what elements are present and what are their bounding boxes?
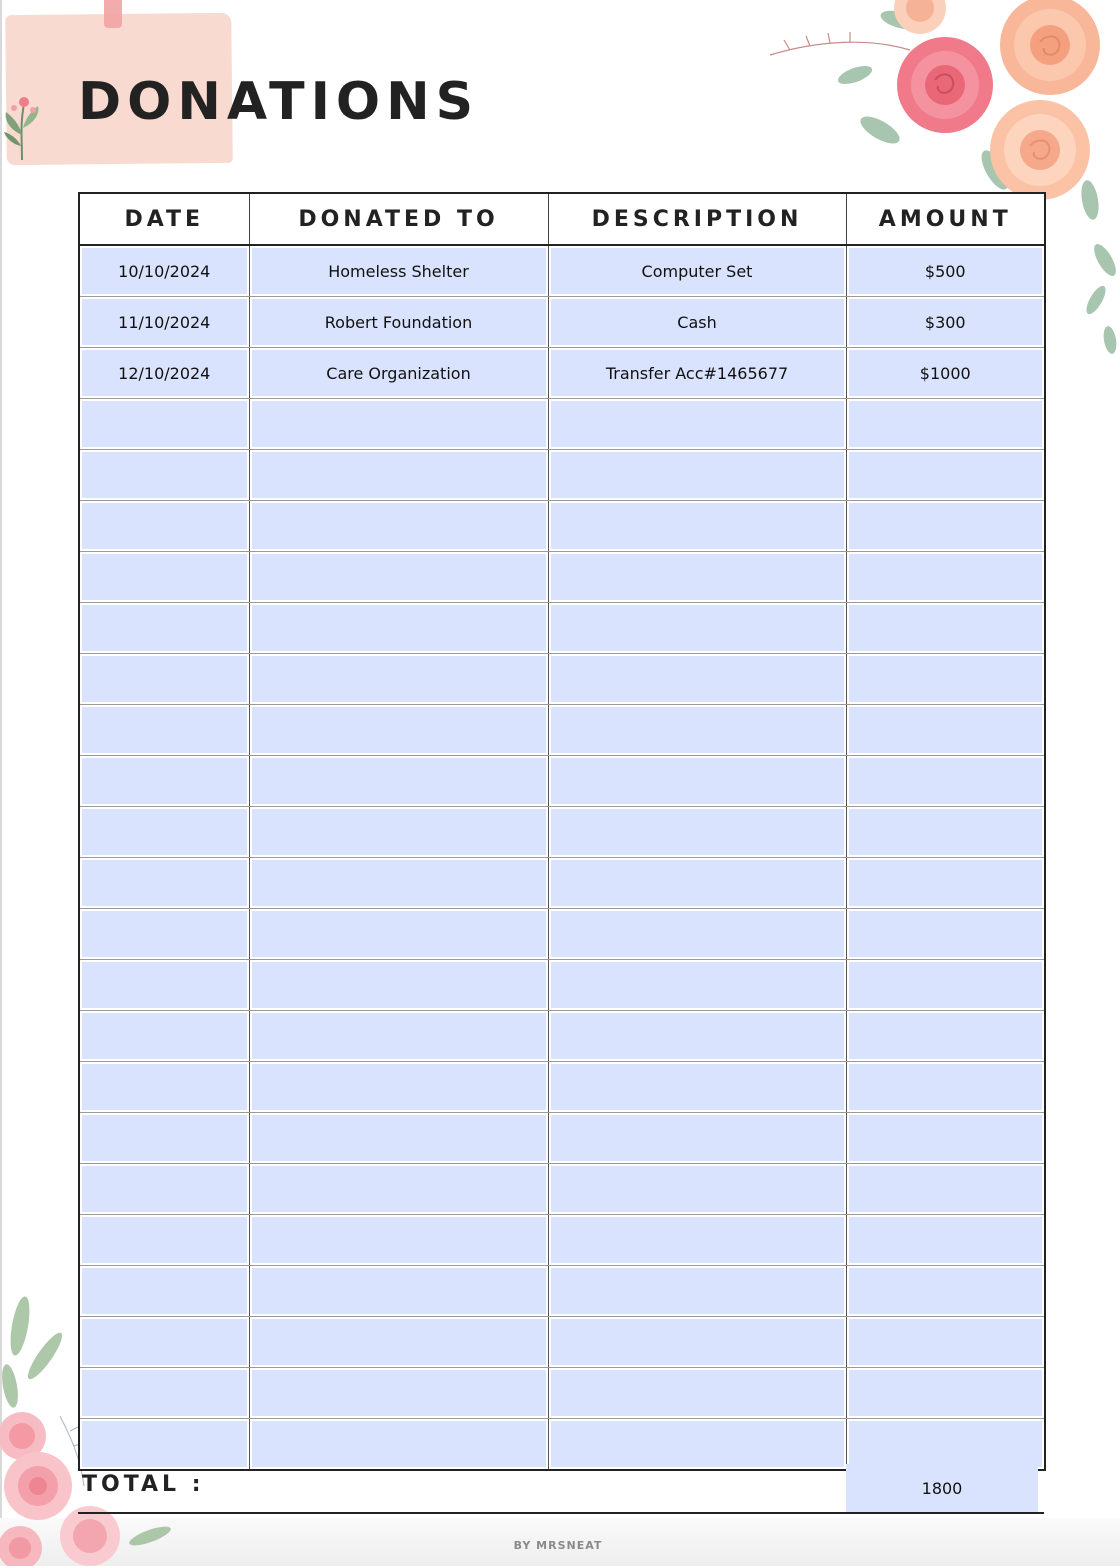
- description-cell[interactable]: [548, 858, 846, 909]
- date-cell[interactable]: [79, 1266, 249, 1317]
- date-cell[interactable]: [79, 348, 249, 399]
- date-cell[interactable]: [79, 552, 249, 603]
- description-cell[interactable]: [548, 1011, 846, 1062]
- table-row: [79, 245, 1045, 297]
- empty-description-field: [551, 758, 844, 804]
- empty-amount-field: [849, 1064, 1043, 1110]
- empty-description-field: [551, 1268, 844, 1314]
- donated-to-cell[interactable]: [249, 705, 548, 756]
- date-cell[interactable]: [79, 245, 249, 297]
- date-value: 11/10/2024: [82, 299, 247, 345]
- amount-cell[interactable]: [846, 552, 1045, 603]
- amount-cell[interactable]: [846, 1368, 1045, 1419]
- date-cell[interactable]: [79, 450, 249, 501]
- empty-donated-to-field: [252, 401, 546, 447]
- amount-cell[interactable]: [846, 297, 1045, 348]
- amount-cell[interactable]: [846, 1266, 1045, 1317]
- empty-description-field: [551, 1115, 844, 1161]
- amount-cell[interactable]: [846, 909, 1045, 960]
- amount-cell[interactable]: [846, 603, 1045, 654]
- donations-table: [78, 192, 1046, 1471]
- description-cell[interactable]: [548, 348, 846, 399]
- empty-amount-field: [849, 1370, 1043, 1416]
- footer-credit: BY MRSNEAT: [513, 1539, 603, 1552]
- empty-description-field: [551, 1421, 844, 1467]
- donated-to-cell[interactable]: [249, 960, 548, 1011]
- empty-donated-to-field: [252, 452, 546, 498]
- total-underline: [78, 1512, 1044, 1514]
- empty-date-field: [82, 911, 247, 957]
- empty-amount-field: [849, 1217, 1043, 1263]
- empty-donated-to-field: [252, 962, 546, 1008]
- empty-description-field: [551, 1370, 844, 1416]
- column-header-amount: AMOUNT: [846, 193, 1045, 245]
- empty-description-field: [551, 1013, 844, 1059]
- donated-to-cell[interactable]: [249, 1215, 548, 1266]
- description-cell[interactable]: [548, 399, 846, 450]
- empty-date-field: [82, 452, 247, 498]
- empty-date-field: [82, 1370, 247, 1416]
- donated-to-cell[interactable]: [249, 603, 548, 654]
- total-label: TOTAL :: [82, 1472, 205, 1497]
- amount-cell[interactable]: [846, 705, 1045, 756]
- empty-amount-field: [849, 1166, 1043, 1212]
- donated-to-cell[interactable]: [249, 1266, 548, 1317]
- amount-value: $1000: [849, 350, 1043, 396]
- empty-donated-to-field: [252, 1064, 546, 1110]
- amount-cell[interactable]: [846, 1062, 1045, 1113]
- empty-date-field: [82, 1268, 247, 1314]
- description-cell[interactable]: [548, 1419, 846, 1471]
- date-cell[interactable]: [79, 858, 249, 909]
- empty-donated-to-field: [252, 911, 546, 957]
- donated-to-cell[interactable]: [249, 756, 548, 807]
- date-cell[interactable]: [79, 909, 249, 960]
- date-cell[interactable]: [79, 297, 249, 348]
- table-header-row: [79, 193, 1045, 245]
- empty-donated-to-field: [252, 1217, 546, 1263]
- amount-cell[interactable]: [846, 1419, 1045, 1471]
- empty-donated-to-field: [252, 1166, 546, 1212]
- empty-date-field: [82, 1319, 247, 1365]
- empty-amount-field: [849, 809, 1043, 855]
- empty-donated-to-field: [252, 1319, 546, 1365]
- empty-donated-to-field: [252, 860, 546, 906]
- donated-to-cell[interactable]: [249, 450, 548, 501]
- table-row: [79, 501, 1045, 552]
- date-cell[interactable]: [79, 1317, 249, 1368]
- date-cell[interactable]: [79, 1113, 249, 1164]
- total-value[interactable]: 1800: [846, 1464, 1038, 1512]
- page-title: DONATIONS: [78, 72, 480, 132]
- table-row: [79, 297, 1045, 348]
- description-cell[interactable]: [548, 245, 846, 297]
- empty-donated-to-field: [252, 707, 546, 753]
- date-cell[interactable]: [79, 1164, 249, 1215]
- table-row: [79, 1266, 1045, 1317]
- table-row: [79, 1011, 1045, 1062]
- amount-cell[interactable]: [846, 807, 1045, 858]
- empty-date-field: [82, 809, 247, 855]
- empty-donated-to-field: [252, 554, 546, 600]
- table-row: [79, 399, 1045, 450]
- description-cell[interactable]: [548, 1062, 846, 1113]
- empty-date-field: [82, 860, 247, 906]
- empty-description-field: [551, 1319, 844, 1365]
- amount-cell[interactable]: [846, 654, 1045, 705]
- amount-cell[interactable]: [846, 858, 1045, 909]
- empty-amount-field: [849, 707, 1043, 753]
- empty-amount-field: [849, 1013, 1043, 1059]
- empty-donated-to-field: [252, 605, 546, 651]
- empty-date-field: [82, 1013, 247, 1059]
- amount-value: $500: [849, 248, 1043, 294]
- date-value: 12/10/2024: [82, 350, 247, 396]
- table-row: [79, 654, 1045, 705]
- empty-description-field: [551, 911, 844, 957]
- empty-date-field: [82, 707, 247, 753]
- amount-value: $300: [849, 299, 1043, 345]
- empty-description-field: [551, 860, 844, 906]
- donated-to-cell[interactable]: [249, 1419, 548, 1471]
- amount-cell[interactable]: [846, 1215, 1045, 1266]
- description-value: Cash: [551, 299, 844, 345]
- description-cell[interactable]: [548, 1215, 846, 1266]
- empty-description-field: [551, 452, 844, 498]
- amount-cell[interactable]: [846, 450, 1045, 501]
- empty-amount-field: [849, 1268, 1043, 1314]
- description-cell[interactable]: [548, 450, 846, 501]
- empty-description-field: [551, 554, 844, 600]
- empty-amount-field: [849, 758, 1043, 804]
- table-row: [79, 1164, 1045, 1215]
- empty-donated-to-field: [252, 758, 546, 804]
- description-cell[interactable]: [548, 960, 846, 1011]
- empty-donated-to-field: [252, 1013, 546, 1059]
- description-cell[interactable]: [548, 297, 846, 348]
- table-row: [79, 807, 1045, 858]
- donated-to-cell[interactable]: [249, 654, 548, 705]
- description-cell[interactable]: [548, 552, 846, 603]
- donated-to-cell[interactable]: [249, 807, 548, 858]
- description-cell[interactable]: [548, 909, 846, 960]
- empty-date-field: [82, 758, 247, 804]
- donated-to-cell[interactable]: [249, 552, 548, 603]
- donated-to-cell[interactable]: [249, 399, 548, 450]
- donated-to-value: Homeless Shelter: [252, 248, 546, 294]
- date-cell[interactable]: [79, 1011, 249, 1062]
- empty-amount-field: [849, 1421, 1043, 1467]
- empty-date-field: [82, 554, 247, 600]
- table-row: [79, 552, 1045, 603]
- donated-to-cell[interactable]: [249, 1062, 548, 1113]
- table-row: [79, 1419, 1045, 1471]
- empty-amount-field: [849, 605, 1043, 651]
- empty-date-field: [82, 656, 247, 702]
- date-cell[interactable]: [79, 603, 249, 654]
- empty-donated-to-field: [252, 1421, 546, 1467]
- date-cell[interactable]: [79, 960, 249, 1011]
- table-row: [79, 603, 1045, 654]
- amount-cell[interactable]: [846, 960, 1045, 1011]
- table-row: [79, 909, 1045, 960]
- empty-description-field: [551, 809, 844, 855]
- table-row: [79, 348, 1045, 399]
- date-cell[interactable]: [79, 705, 249, 756]
- donated-to-cell[interactable]: [249, 348, 548, 399]
- donated-to-cell[interactable]: [249, 501, 548, 552]
- empty-donated-to-field: [252, 503, 546, 549]
- date-cell[interactable]: [79, 1062, 249, 1113]
- flower-sprig-icon: [0, 90, 48, 160]
- empty-date-field: [82, 401, 247, 447]
- description-cell[interactable]: [548, 1266, 846, 1317]
- donated-to-cell[interactable]: [249, 297, 548, 348]
- amount-cell[interactable]: [846, 756, 1045, 807]
- empty-amount-field: [849, 1319, 1043, 1365]
- table-row: [79, 705, 1045, 756]
- empty-donated-to-field: [252, 1115, 546, 1161]
- donated-to-cell[interactable]: [249, 1113, 548, 1164]
- empty-donated-to-field: [252, 656, 546, 702]
- empty-description-field: [551, 1166, 844, 1212]
- empty-amount-field: [849, 962, 1043, 1008]
- empty-amount-field: [849, 911, 1043, 957]
- date-cell[interactable]: [79, 501, 249, 552]
- description-cell[interactable]: [548, 1317, 846, 1368]
- empty-amount-field: [849, 401, 1043, 447]
- description-cell[interactable]: [548, 756, 846, 807]
- amount-cell[interactable]: [846, 1011, 1045, 1062]
- empty-description-field: [551, 605, 844, 651]
- empty-amount-field: [849, 860, 1043, 906]
- date-cell[interactable]: [79, 654, 249, 705]
- date-cell[interactable]: [79, 1215, 249, 1266]
- amount-cell[interactable]: [846, 1113, 1045, 1164]
- description-value: Computer Set: [551, 248, 844, 294]
- table-row: [79, 1062, 1045, 1113]
- amount-cell[interactable]: [846, 501, 1045, 552]
- empty-description-field: [551, 503, 844, 549]
- empty-description-field: [551, 656, 844, 702]
- amount-cell[interactable]: [846, 1164, 1045, 1215]
- donated-to-cell[interactable]: [249, 245, 548, 297]
- donated-to-cell[interactable]: [249, 1368, 548, 1419]
- empty-amount-field: [849, 1115, 1043, 1161]
- donated-to-value: Care Organization: [252, 350, 546, 396]
- column-header-donated-to: DONATED TO: [249, 193, 548, 245]
- date-cell[interactable]: [79, 1419, 249, 1471]
- empty-amount-field: [849, 554, 1043, 600]
- table-row: [79, 1215, 1045, 1266]
- table-row: [79, 960, 1045, 1011]
- empty-description-field: [551, 1064, 844, 1110]
- donated-to-cell[interactable]: [249, 909, 548, 960]
- washi-tape: [104, 0, 122, 28]
- description-cell[interactable]: [548, 1113, 846, 1164]
- description-cell[interactable]: [548, 705, 846, 756]
- donated-to-cell[interactable]: [249, 858, 548, 909]
- description-cell[interactable]: [548, 501, 846, 552]
- empty-date-field: [82, 1217, 247, 1263]
- description-cell[interactable]: [548, 603, 846, 654]
- amount-cell[interactable]: [846, 348, 1045, 399]
- table-row: [79, 450, 1045, 501]
- description-value: Transfer Acc#1465677: [551, 350, 844, 396]
- empty-description-field: [551, 1217, 844, 1263]
- empty-date-field: [82, 962, 247, 1008]
- empty-date-field: [82, 1166, 247, 1212]
- empty-date-field: [82, 1421, 247, 1467]
- column-header-description: DESCRIPTION: [548, 193, 846, 245]
- empty-description-field: [551, 401, 844, 447]
- description-cell[interactable]: [548, 807, 846, 858]
- empty-amount-field: [849, 656, 1043, 702]
- table-row: [79, 858, 1045, 909]
- date-cell[interactable]: [79, 399, 249, 450]
- empty-date-field: [82, 1064, 247, 1110]
- column-header-date: DATE: [79, 193, 249, 245]
- table-row: [79, 1113, 1045, 1164]
- empty-amount-field: [849, 503, 1043, 549]
- date-value: 10/10/2024: [82, 248, 247, 294]
- empty-date-field: [82, 1115, 247, 1161]
- description-cell[interactable]: [548, 1164, 846, 1215]
- empty-amount-field: [849, 452, 1043, 498]
- donated-to-cell[interactable]: [249, 1011, 548, 1062]
- date-cell[interactable]: [79, 807, 249, 858]
- description-cell[interactable]: [548, 654, 846, 705]
- empty-description-field: [551, 707, 844, 753]
- amount-cell[interactable]: [846, 245, 1045, 297]
- empty-date-field: [82, 605, 247, 651]
- empty-donated-to-field: [252, 1370, 546, 1416]
- amount-cell[interactable]: [846, 1317, 1045, 1368]
- amount-cell[interactable]: [846, 399, 1045, 450]
- description-cell[interactable]: [548, 1368, 846, 1419]
- table-row: [79, 1317, 1045, 1368]
- donated-to-value: Robert Foundation: [252, 299, 546, 345]
- empty-donated-to-field: [252, 1268, 546, 1314]
- donated-to-cell[interactable]: [249, 1317, 548, 1368]
- table-row: [79, 756, 1045, 807]
- empty-donated-to-field: [252, 809, 546, 855]
- date-cell[interactable]: [79, 1368, 249, 1419]
- table-row: [79, 1368, 1045, 1419]
- empty-description-field: [551, 962, 844, 1008]
- donated-to-cell[interactable]: [249, 1164, 548, 1215]
- date-cell[interactable]: [79, 756, 249, 807]
- empty-date-field: [82, 503, 247, 549]
